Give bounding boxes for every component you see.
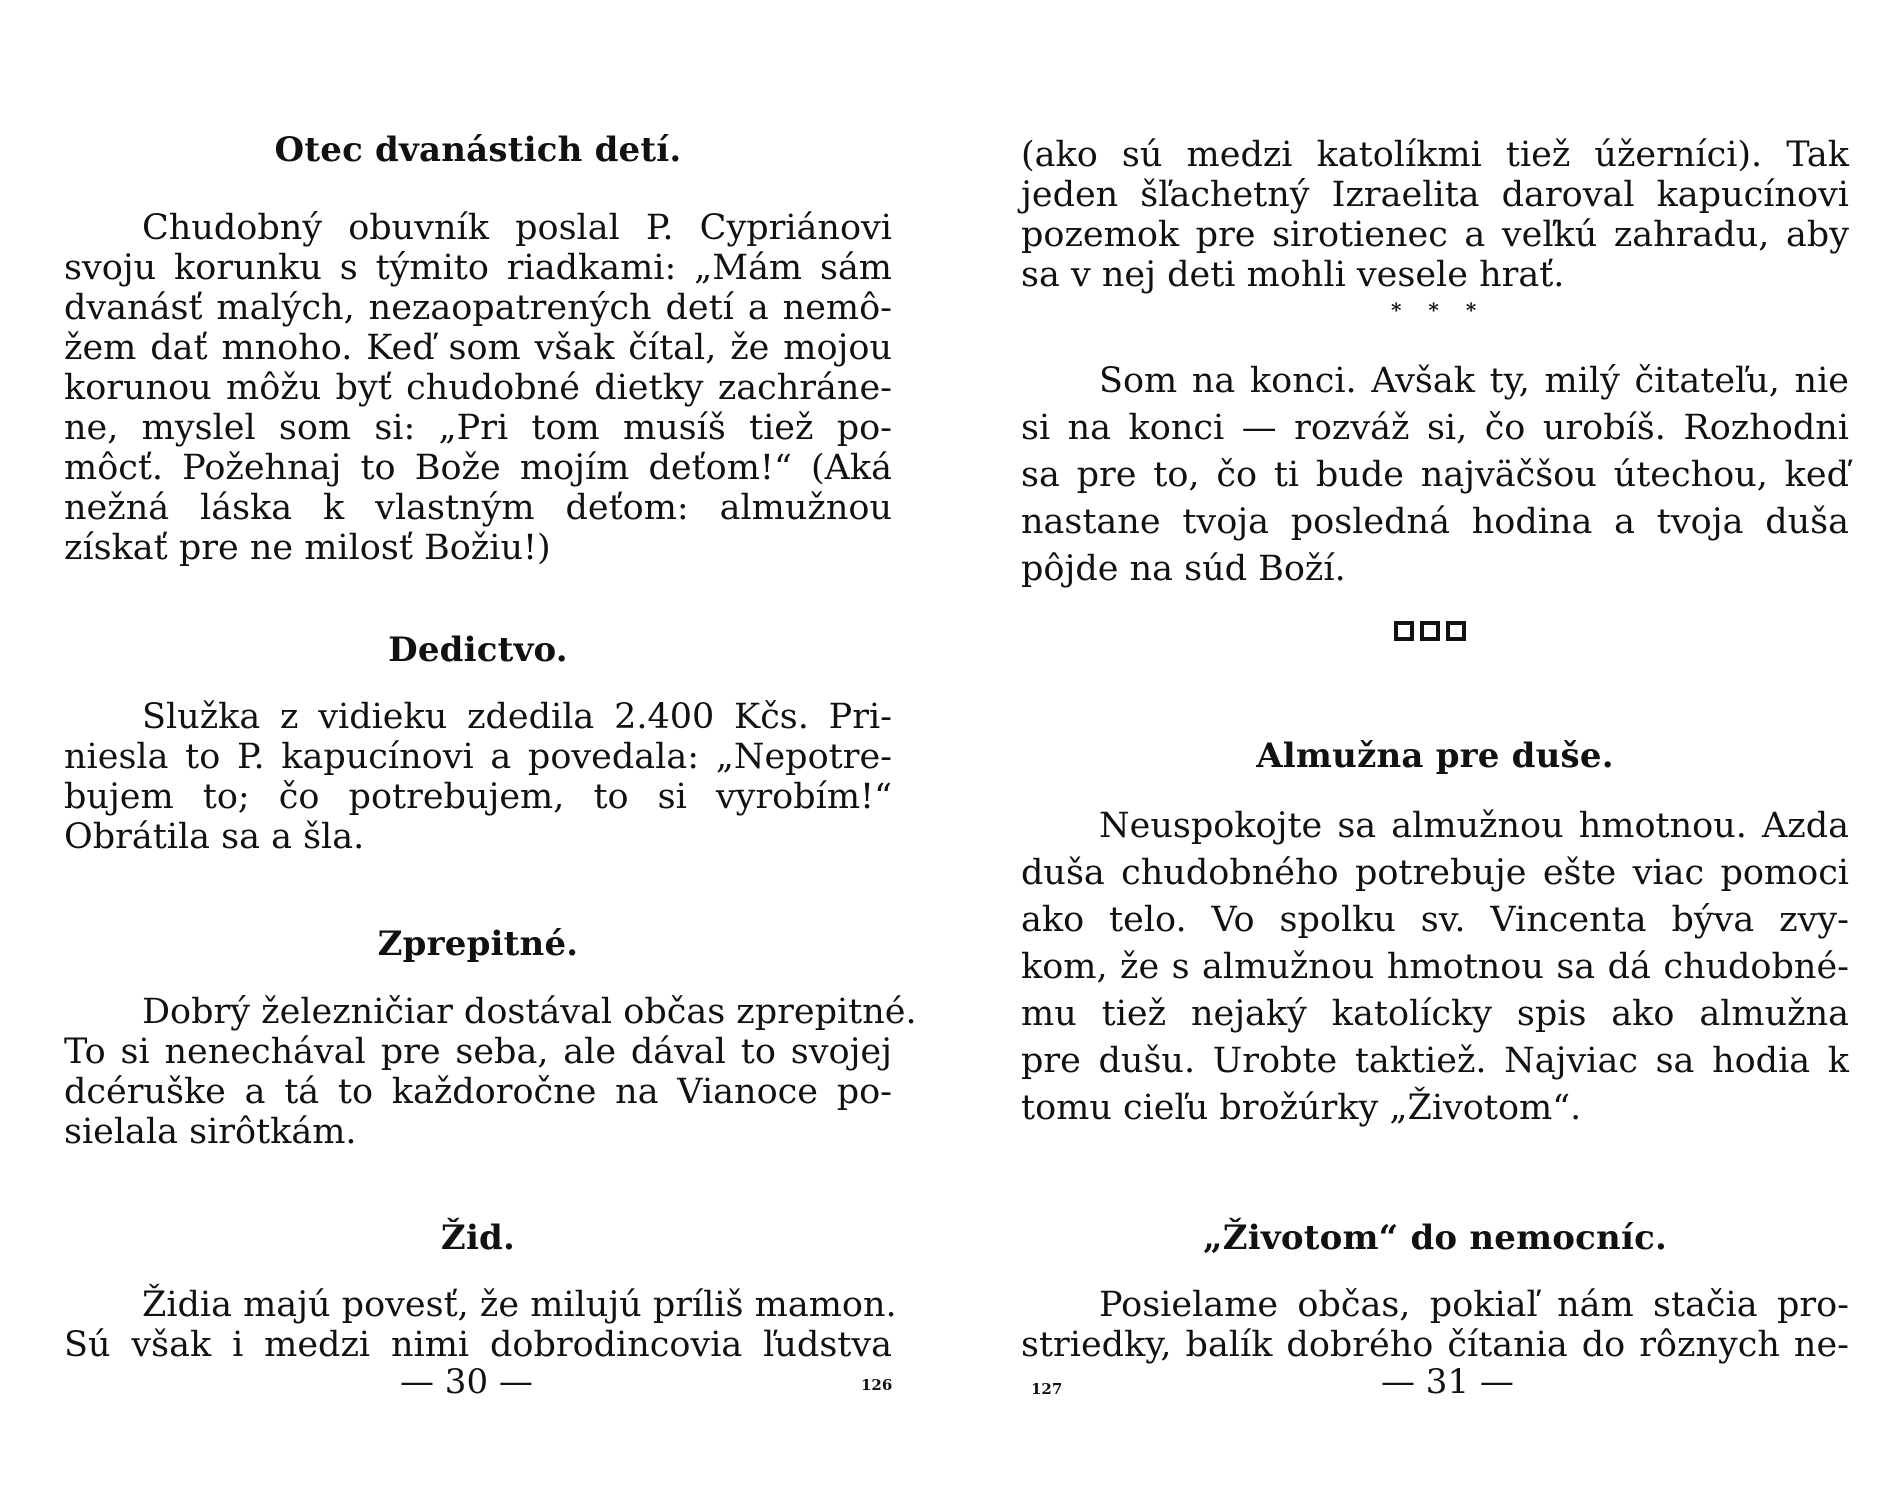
text-line: sa pre to, čo ti bude najväčšou útechou, keď (1021, 455, 1849, 495)
text-line: dvanásť malých, nezaopatrených detí a nemô- (64, 288, 892, 328)
paragraph-almuzna (1021, 803, 1849, 1132)
section-separator-stars: * * * (1391, 298, 1487, 322)
text-line: sielala sirôtkám. (64, 1112, 357, 1152)
box-ornament (1420, 621, 1440, 641)
text-line: ne, myslel som si: „Pri tom musíš tiež po- (64, 408, 892, 448)
paragraph-dedictvo (64, 697, 892, 857)
text-line: striedky, balík dobrého čítania do rôznych ne- (1021, 1325, 1849, 1365)
text-line: bujem to; čo potrebujem, to si vyrobím!“ (64, 777, 892, 817)
text-line: duša chudobného potrebuje ešte viac pomoci (1021, 853, 1849, 893)
text-line: mu tiež nejaký katolícky spis ako almužna (1021, 994, 1849, 1034)
text-line: si na konci — rozváž si, čo urobíš. Rozhodni (1021, 408, 1849, 448)
scan-number: 127 (1031, 1380, 1063, 1398)
text-line: Obrátila sa a šla. (64, 817, 365, 857)
text-line: Sú však i medzi nimi dobrodincovia ľudstva (64, 1325, 892, 1365)
text-line: svoju korunku s týmito riadkami: „Mám sám (64, 248, 892, 288)
section-title-zprepitne: Zprepitné. (377, 924, 579, 964)
text-line: Som na konci. Avšak ty, milý čitateľu, nie (1099, 361, 1849, 401)
text-line: nastane tvoja posledná hodina a tvoja duša (1021, 502, 1849, 542)
section-title-almuzna: Almužna pre duše. (1256, 736, 1614, 776)
text-line: ako telo. Vo spolku sv. Vincenta býva zvy- (1021, 900, 1849, 940)
text-line: pozemok pre sirotienec a veľkú zahradu, aby (1021, 215, 1849, 255)
scan-number: 126 (861, 1376, 893, 1394)
paragraph-zivotom (1021, 1285, 1849, 1365)
text-line: sa v nej deti mohli vesele hrať. (1021, 255, 1565, 295)
section-title-otec: Otec dvanástich detí. (274, 130, 682, 170)
page-number: — 31 — (1381, 1362, 1514, 1402)
text-line: dcéruške a tá to každoročne na Vianoce po- (64, 1072, 892, 1112)
box-ornament (1446, 621, 1466, 641)
text-line: niesla to P. kapucínovi a povedala: „Nepotre- (64, 737, 892, 777)
ornament-boxes (1394, 621, 1466, 641)
paragraph-closing (1021, 358, 1849, 593)
paragraph-zprepitne (64, 992, 917, 1152)
text-line: môcť. Požehnaj to Bože mojím deťom!“ (Aká (64, 448, 892, 488)
page-number: — 30 — (400, 1362, 533, 1402)
text-line: Služka z vidieku zdedila 2.400 Kčs. Pri- (142, 697, 892, 737)
text-line: Dobrý železničiar dostával občas zprepitné. (142, 992, 917, 1032)
section-title-zid: Žid. (440, 1218, 516, 1258)
text-line: jeden šľachetný Izraelita daroval kapucínovi (1021, 175, 1849, 215)
paragraph-zid (64, 1285, 897, 1365)
box-ornament (1394, 621, 1414, 641)
text-line: Neuspokojte sa almužnou hmotnou. Azda (1099, 806, 1849, 846)
section-title-zivotom: „Životom“ do nemocníc. (1202, 1218, 1668, 1258)
text-line: tomu cieľu brožúrky „Životom“. (1021, 1088, 1582, 1128)
paragraph-zid-continued (1021, 135, 1849, 295)
text-line: kom, že s almužnou hmotnou sa dá chudobné- (1021, 947, 1849, 987)
text-line: Chudobný obuvník poslal P. Cypriánovi (142, 208, 892, 248)
text-line: korunou môžu byť chudobné dietky zachráne- (64, 368, 892, 408)
text-line: získať pre ne milosť Božiu!) (64, 528, 551, 568)
text-line: Posielame občas, pokiaľ nám stačia pro- (1099, 1285, 1849, 1325)
text-line: To si nenechával pre seba, ale dával to svojej (64, 1032, 892, 1072)
right-page (951, 0, 1902, 1500)
text-line: nežná láska k vlastným deťom: almužnou (64, 488, 892, 528)
text-line: (ako sú medzi katolíkmi tiež úžerníci). Tak (1021, 135, 1849, 175)
paragraph-otec (64, 208, 892, 568)
section-title-dedictvo: Dedictvo. (388, 630, 568, 670)
text-line: pôjde na súd Boží. (1021, 549, 1346, 589)
text-line: pre dušu. Urobte taktiež. Najviac sa hodia k (1021, 1041, 1849, 1081)
text-line: Židia majú povesť, že milujú príliš mamon. (142, 1285, 897, 1325)
text-line: žem dať mnoho. Keď som však čítal, že mojou (64, 328, 892, 368)
